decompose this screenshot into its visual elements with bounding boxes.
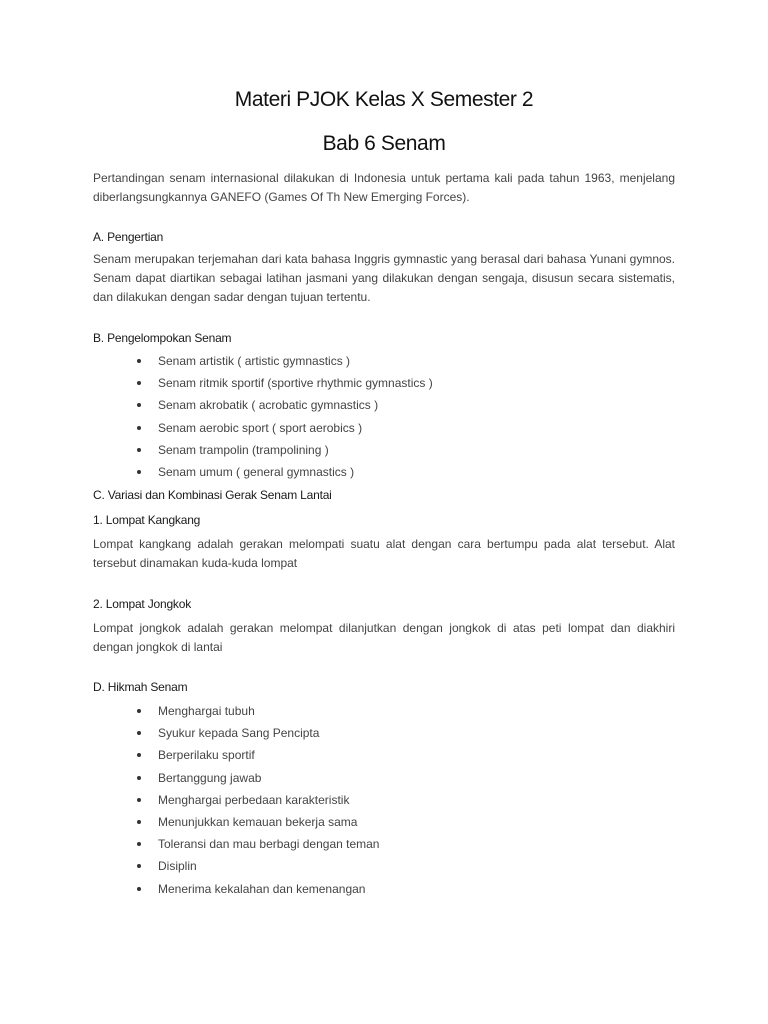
bullet-icon (137, 753, 141, 757)
list-item (93, 703, 379, 725)
bullet-icon (137, 448, 141, 452)
list-item-label: Bertanggung jawab (158, 770, 262, 785)
list-item-label: Menerima kekalahan dan kemenangan (158, 881, 366, 896)
section-d-heading: D. Hikmah Senam (93, 680, 188, 694)
bullet-icon (137, 887, 141, 891)
list-item (93, 881, 379, 903)
list-item (93, 725, 379, 747)
bullet-icon (137, 359, 141, 363)
list-item-label: Disiplin (158, 859, 197, 874)
list-item-label: Senam trampolin (trampolining ) (158, 442, 329, 457)
list-item (93, 397, 433, 419)
list-item-label: Senam artistik ( artistic gymnastics ) (158, 354, 351, 368)
bullet-icon (137, 842, 141, 846)
list-item (93, 375, 433, 397)
bullet-icon (137, 731, 141, 735)
section-c1-paragraph: Lompat kangkang adalah gerakan melompati suatu alat dengan cara bertumpu pada alat tersebut. Alat tersebut dinamakan kuda-kuda lompat (93, 537, 675, 570)
intro-paragraph: Pertandingan senam internasional dilakukan di Indonesia untuk pertama kali pada tahun 1963, menjelang diberlangsungkannya GANEFO (Games Of Th New Emerging Forces). (93, 171, 675, 204)
list-item-label: Senam ritmik sportif (sportive rhythmic gymnastics ) (158, 376, 433, 391)
list-item (93, 836, 379, 858)
list-item-label: Menunjukkan kemauan bekerja sama (158, 814, 358, 829)
list-item-label: Senam umum ( general gymnastics ) (158, 464, 355, 479)
document-title: Materi PJOK Kelas X Semester 2 (234, 88, 534, 111)
section-d-list (93, 703, 379, 903)
bullet-icon (137, 426, 141, 430)
list-item-label: Senam akrobatik ( acrobatic gymnastics ) (158, 398, 379, 413)
document-subtitle: Bab 6 Senam (322, 132, 446, 155)
section-b-list (93, 353, 433, 486)
list-item-label: Toleransi dan mau berbagi dengan teman (158, 837, 380, 852)
bullet-icon (137, 709, 141, 713)
list-item-label: Syukur kepada Sang Pencipta (158, 726, 320, 741)
list-item (93, 770, 379, 792)
list-item (93, 858, 379, 880)
list-item-label: Menghargai perbedaan karakteristik (158, 792, 350, 807)
bullet-icon (137, 776, 141, 780)
bullet-icon (137, 470, 141, 474)
section-c1-heading: 1. Lompat Kangkang (93, 513, 201, 527)
section-c2-heading: 2. Lompat Jongkok (93, 597, 191, 611)
list-item-label: Berperilaku sportif (158, 748, 255, 763)
list-item (93, 353, 433, 375)
section-a-paragraph: Senam merupakan terjemahan dari kata bahasa Inggris gymnastic yang berasal dari bahasa Yunani gymnos. Senam dapat diartikan sebagai latihan jasmani yang dilakukan dengan sengaja, disusun secara sistematis, dan dilakukan dengan sadar dengan tujuan tertentu. (93, 252, 675, 304)
bullet-icon (137, 798, 141, 802)
list-item (93, 464, 433, 486)
list-item-label: Senam aerobic sport ( sport aerobics ) (158, 420, 363, 435)
section-c2-paragraph: Lompat jongkok adalah gerakan melompat dilanjutkan dengan jongkok di atas peti lompat dan diakhiri dengan jongkok di lantai (93, 621, 675, 654)
section-b-heading: B. Pengelompokan Senam (93, 331, 232, 345)
list-item (93, 814, 379, 836)
bullet-icon (137, 864, 141, 868)
bullet-icon (137, 403, 141, 407)
list-item (93, 747, 379, 769)
list-item-label: Menghargai tubuh (158, 704, 255, 718)
list-item (93, 792, 379, 814)
bullet-icon (137, 381, 141, 385)
section-c-heading: C. Variasi dan Kombinasi Gerak Senam Lantai (93, 488, 332, 502)
list-item (93, 442, 433, 464)
list-item (93, 420, 433, 442)
bullet-icon (137, 820, 141, 824)
section-a-heading: A. Pengertian (93, 230, 164, 244)
